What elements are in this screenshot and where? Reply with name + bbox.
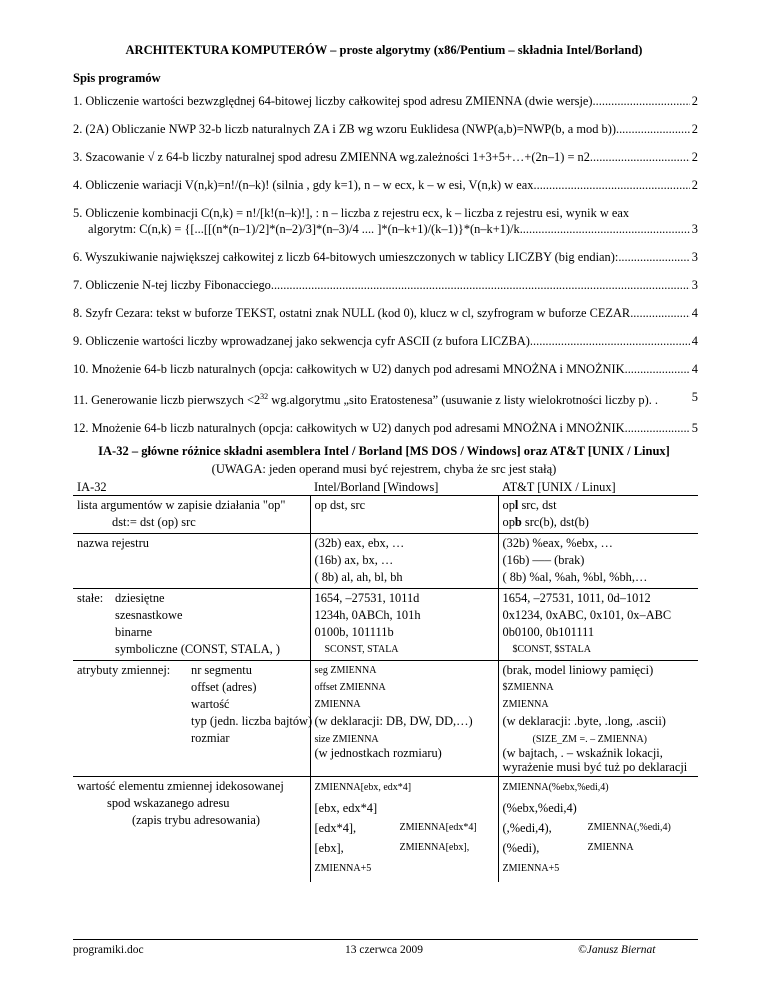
intel-cell: op dst, src xyxy=(314,498,366,512)
table-row xyxy=(73,661,698,777)
att-cell: ( 8b) %al, %ah, %bl, %bh,… xyxy=(502,570,648,584)
intel-cell: seg ZMIENNA xyxy=(314,665,377,676)
toc-item-page: 2 xyxy=(691,178,698,192)
page-title: ARCHITEKTURA KOMPUTERÓW – proste algorytmy (x86/Pentium – składnia Intel/Borland) xyxy=(125,43,643,57)
row-sublabel: typ (jedn. liczba bajtów) xyxy=(191,714,313,728)
section-note: (UWAGA: jeden operand musi być rejestrem, chyba że src jest stałą) xyxy=(211,462,557,476)
toc-item-7[interactable] xyxy=(73,277,698,293)
table-header-cell: AT&T [UNIX / Linux] xyxy=(498,479,698,496)
toc-item-6[interactable] xyxy=(73,249,698,265)
toc-item-text: 4. Obliczenie wariacji V(n,k)=n!/(n–k)! (silnia , gdy k=1), n – w ecx, k – w esi, V(n,k) w eax xyxy=(73,178,534,192)
row-label: lista argumentów w zapisie działania "op" xyxy=(77,498,286,512)
att-cell: $CONST, $STALA xyxy=(512,644,591,655)
toc-item-text: 1. Obliczenie wartości bezwzględnej 64-bitowej liczby całkowitej spod adresu ZMIENNA (dwie wersje). xyxy=(73,94,596,108)
intel-cell: (w deklaracji: DB, DW, DD,…) xyxy=(314,714,473,728)
att-cell: (SIZE_ZM =. – ZMIENNA) xyxy=(532,734,648,745)
intel-cell: ( 8b) al, ah, bl, bh xyxy=(314,570,403,584)
toc-item-12[interactable] xyxy=(73,420,698,436)
att-cell: ZMIENNA(,%edi,4) xyxy=(587,822,671,833)
toc-item-page: 3 xyxy=(691,278,698,292)
toc-item-text-cont: algorytm: C(n,k) = {[...[[(n*(n–1)/2]*(n–2)/3]*(n–3)/4 .... ]*(n–k+1)/(k–1)}*(n–k+1)/k xyxy=(88,222,520,236)
att-cell: (w bajtach, . – wskaźnik lokacji, xyxy=(502,746,663,760)
intel-cell: offset ZMIENNA xyxy=(314,682,386,693)
intel-cell: [ebx], xyxy=(314,841,344,855)
intel-cell: ZMIENNA[edx*4] xyxy=(399,822,477,833)
footer-divider xyxy=(73,939,698,940)
toc-item-10[interactable] xyxy=(73,361,698,377)
table-header-cell: IA-32 xyxy=(73,479,310,496)
toc-item-page: 4 xyxy=(691,306,698,320)
table-header-row xyxy=(73,479,698,496)
att-cell: ZMIENNA xyxy=(502,699,549,710)
intel-cell: 0100b, 101111b xyxy=(314,625,394,639)
att-cell: opb src(b), dst(b) xyxy=(502,515,589,529)
intel-cell: (16b) ax, bx, … xyxy=(314,553,394,567)
toc-item-2[interactable] xyxy=(73,121,698,137)
att-cell: (%edi), xyxy=(502,841,540,855)
toc-item-11[interactable] xyxy=(73,389,698,408)
table-row xyxy=(73,777,698,883)
att-cell: (brak, model liniowy pamięci) xyxy=(502,663,654,677)
att-cell: 0b0100, 0b101111 xyxy=(502,625,595,639)
intel-cell: ZMIENNA+5 xyxy=(314,863,372,874)
row-sublabel: symboliczne (CONST, STALA, ) xyxy=(115,642,280,656)
intel-cell: [ebx, edx*4] xyxy=(314,801,378,815)
row-sublabel: (zapis trybu adresowania) xyxy=(132,813,260,827)
att-cell: ZMIENNA(%ebx,%edi,4) xyxy=(502,782,609,793)
intel-cell: [edx*4], xyxy=(314,821,357,835)
toc-item-page: 5 xyxy=(691,390,698,404)
att-cell: (w deklaracji: .byte, .long, .ascii) xyxy=(502,714,666,728)
att-cell: wyrażenie musi być tuż po deklaracji xyxy=(502,760,688,774)
footer-author: ©Janusz Biernat xyxy=(578,944,656,956)
intel-cell: 1234h, 0ABCh, 101h xyxy=(314,608,421,622)
toc-item-text: 9. Obliczenie wartości liczby wprowadzanej jako sekwencja cyfr ASCII (z bufora LICZBA) xyxy=(73,334,530,348)
att-cell: (%ebx,%edi,4) xyxy=(502,801,577,815)
att-cell: (32b) %eax, %ebx, … xyxy=(502,536,613,550)
row-label: stałe: xyxy=(77,591,104,605)
row-sublabel: dst:= dst (op) src xyxy=(112,515,196,529)
att-cell: ZMIENNA+5 xyxy=(502,863,560,874)
intel-cell: ZMIENNA xyxy=(314,699,361,710)
toc-item-page: 5 xyxy=(691,421,698,436)
toc-item-page: 3 xyxy=(691,250,698,264)
row-sublabel: binarne xyxy=(115,625,153,639)
toc-item-text: 6. Wyszukiwanie największej całkowitej z liczb 64-bitowych umieszczonych w tablicy LICZBY (big endian): xyxy=(73,250,619,264)
footer-filename: programiki.doc xyxy=(73,944,144,956)
row-sublabel: dziesiętne xyxy=(115,591,165,605)
section-title: IA-32 – główne różnice składni asemblera Intel / Borland [MS DOS / Windows] oraz AT&T [UNIX / Linux] xyxy=(98,444,670,458)
row-sublabel: rozmiar xyxy=(191,731,230,745)
row-sublabel: offset (adres) xyxy=(191,680,257,694)
toc-item-page: 2 xyxy=(691,122,698,136)
intel-cell: size ZMIENNA xyxy=(314,734,379,745)
intel-cell: ZMIENNA[ebx, edx*4] xyxy=(314,782,412,793)
att-cell: ZMIENNA xyxy=(587,842,634,853)
att-cell: (16b) ––– (brak) xyxy=(502,553,585,567)
intel-cell: (32b) eax, ebx, … xyxy=(314,536,405,550)
row-label: nazwa rejestru xyxy=(77,536,149,550)
intel-cell: (w jednostkach rozmiaru) xyxy=(314,746,442,760)
row-sublabel: wartość xyxy=(191,697,230,711)
toc-item-8[interactable] xyxy=(73,305,698,321)
table-header-cell: Intel/Borland [Windows] xyxy=(310,479,498,496)
toc-item-page: 4 xyxy=(691,362,698,376)
toc-item-text: 2. (2A) Obliczanie NWP 32-b liczb naturalnych ZA i ZB wg wzoru Euklidesa (NWP(a,b)=NWP(b, a mod b)). xyxy=(73,122,620,136)
row-sublabel: spod wskazanego adresu xyxy=(107,796,230,810)
syntax-comparison-table xyxy=(73,479,698,882)
table-row xyxy=(73,534,698,589)
att-cell: 0x1234, 0xABC, 0x101, 0x–ABC xyxy=(502,608,672,622)
intel-cell: SCONST, STALA xyxy=(324,644,399,655)
row-sublabel: szesnastkowe xyxy=(115,608,183,622)
table-row xyxy=(73,496,698,534)
att-cell: 1654, –27531, 1011, 0d–1012 xyxy=(502,591,651,605)
intel-cell: ZMIENNA[ebx], xyxy=(399,842,470,853)
toc-item-1[interactable] xyxy=(73,93,698,109)
toc-item-page: 2 xyxy=(691,150,698,164)
footer-date: 13 czerwca 2009 xyxy=(345,944,423,956)
toc-item-text: 8. Szyfr Cezara: tekst w buforze TEKST, ostatni znak NULL (kod 0), klucz w cl, szyfrogram w buforze CEZAR xyxy=(73,306,631,320)
row-label: atrybuty zmiennej: xyxy=(77,663,171,677)
toc-item-5[interactable] xyxy=(73,205,698,237)
table-row xyxy=(73,589,698,661)
toc-item-sup: 32 xyxy=(260,392,269,401)
row-sublabel: nr segmentu xyxy=(191,663,252,677)
att-cell: $ZMIENNA xyxy=(502,682,554,693)
toc-item-text-after: wg.algorytmu „sito Eratostenesa” (usuwanie z listy wielokrotności liczby p). . xyxy=(268,393,659,408)
toc-item-9[interactable] xyxy=(73,333,698,349)
toc-item-4[interactable] xyxy=(73,177,698,193)
toc-item-page: 4 xyxy=(691,334,698,348)
att-cell: (,%edi,4), xyxy=(502,821,552,835)
toc-item-text: 5. Obliczenie kombinacji C(n,k) = n!/[k!(n–k)!], : n – liczba z rejestru ecx, k – liczba z rejestru esi, wynik w eax xyxy=(73,206,630,220)
att-cell: opl src, dst xyxy=(502,498,557,512)
toc-item-text: 3. Szacowanie √ z 64-b liczby naturalnej spod adresu ZMIENNA wg.zależności 1+3+5+…+(2n–1) = n2 xyxy=(73,150,590,164)
toc-item-3[interactable] xyxy=(73,149,698,165)
toc-item-text: 12. Mnożenie 64-b liczb naturalnych (opcja: całkowitych w U2) danych pod adresami MNOŻNA i MNOŻNIK. xyxy=(73,421,628,436)
toc-item-page: 2 xyxy=(691,94,698,108)
row-label: wartość elementu zmiennej idekosowanej xyxy=(77,779,284,793)
toc-list xyxy=(73,93,698,448)
toc-item-text: 7. Obliczenie N-tej liczby Fibonacciego xyxy=(73,278,271,292)
toc-item-text: 11. Generowanie liczb pierwszych <2 xyxy=(73,393,261,408)
toc-item-text: 10. Mnożenie 64-b liczb naturalnych (opcja: całkowitych w U2) danych pod adresami MNOŻNA i MNOŻNIK. xyxy=(73,362,628,376)
toc-item-page: 3 xyxy=(691,222,698,236)
toc-heading: Spis programów xyxy=(73,71,161,85)
intel-cell: 1654, –27531, 1011d xyxy=(314,591,420,605)
